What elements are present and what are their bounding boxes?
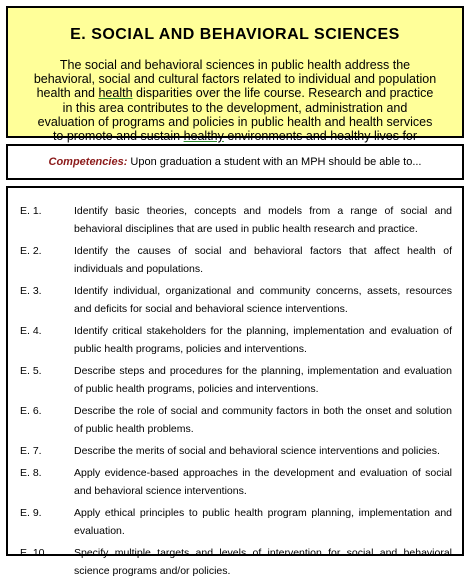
section-intro	[33, 58, 437, 157]
item-text: Describe the merits of social and behavioral science interventions and policies.	[74, 445, 440, 457]
item-text: Identify the causes of social and behavioral factors that affect health of individuals and populations.	[74, 245, 452, 275]
item-text: Identify critical stakeholders for the planning, implementation and evaluation of public health programs, policies and interventions.	[74, 325, 452, 355]
section-header-box	[6, 6, 464, 144]
item-number: E. 1.	[20, 205, 42, 217]
item-text: Apply ethical principles to public health program planning, implementation and evaluation.	[74, 507, 452, 537]
intro-part-2: disparities over the life course. Research and practice in this area contributes to the development, administration and evaluation of programs and policies in public health and health services to promote and sustain	[37, 86, 434, 144]
item-number: E. 6.	[20, 405, 42, 417]
list-item	[8, 464, 462, 500]
item-text: Describe steps and procedures for the planning, implementation and evaluation of public health programs, policies and interventions.	[74, 365, 452, 395]
competency-list-box	[6, 186, 464, 577]
list-item	[8, 362, 462, 398]
competencies-box	[6, 144, 464, 180]
list-item	[8, 544, 462, 580]
list-item	[8, 282, 462, 318]
item-number: E. 5.	[20, 365, 42, 377]
list-item	[8, 504, 462, 540]
item-text: Identify individual, organizational and community concerns, assets, resources and deficits for social and behavioral science interventions.	[74, 285, 452, 315]
list-item	[8, 402, 462, 438]
item-number: E. 4.	[20, 325, 42, 337]
item-number: E. 3.	[20, 285, 42, 297]
competencies-line	[49, 156, 422, 168]
list-item	[8, 442, 462, 460]
list-item	[8, 202, 462, 238]
item-number: E. 2.	[20, 245, 42, 257]
intro-part-3: environments and healthy lives for	[227, 129, 418, 144]
item-number: E. 9.	[20, 507, 42, 519]
competency-list	[8, 202, 462, 584]
list-item	[8, 322, 462, 358]
list-item	[8, 242, 462, 278]
intro-part-1: The social and behavioral sciences in public health address the behavioral, social and cultural factors related to individual and population health and	[33, 58, 437, 101]
item-number: E. 8.	[20, 467, 42, 479]
competencies-label: Competencies:	[48, 156, 128, 168]
item-text: Apply evidence-based approaches in the development and evaluation of social and behavioral science interventions.	[74, 467, 452, 497]
intro-underlined-healthy: healthy	[183, 129, 224, 144]
item-text: Describe the role of social and community factors in both the onset and solution of public health problems.	[74, 405, 452, 435]
item-number: E. 7.	[20, 445, 42, 457]
competencies-text: Upon graduation a student with an MPH should be able to...	[127, 156, 422, 168]
item-text: Specify multiple targets and levels of intervention for social and behavioral science programs and/or policies.	[74, 547, 452, 577]
item-text: Identify basic theories, concepts and models from a range of social and behavioral disciplines that are used in public health research and practice.	[74, 205, 452, 235]
item-number: E. 10.	[20, 547, 48, 559]
intro-underlined-health: health	[98, 86, 133, 101]
section-title: E. SOCIAL AND BEHAVIORAL SCIENCES	[70, 26, 400, 43]
